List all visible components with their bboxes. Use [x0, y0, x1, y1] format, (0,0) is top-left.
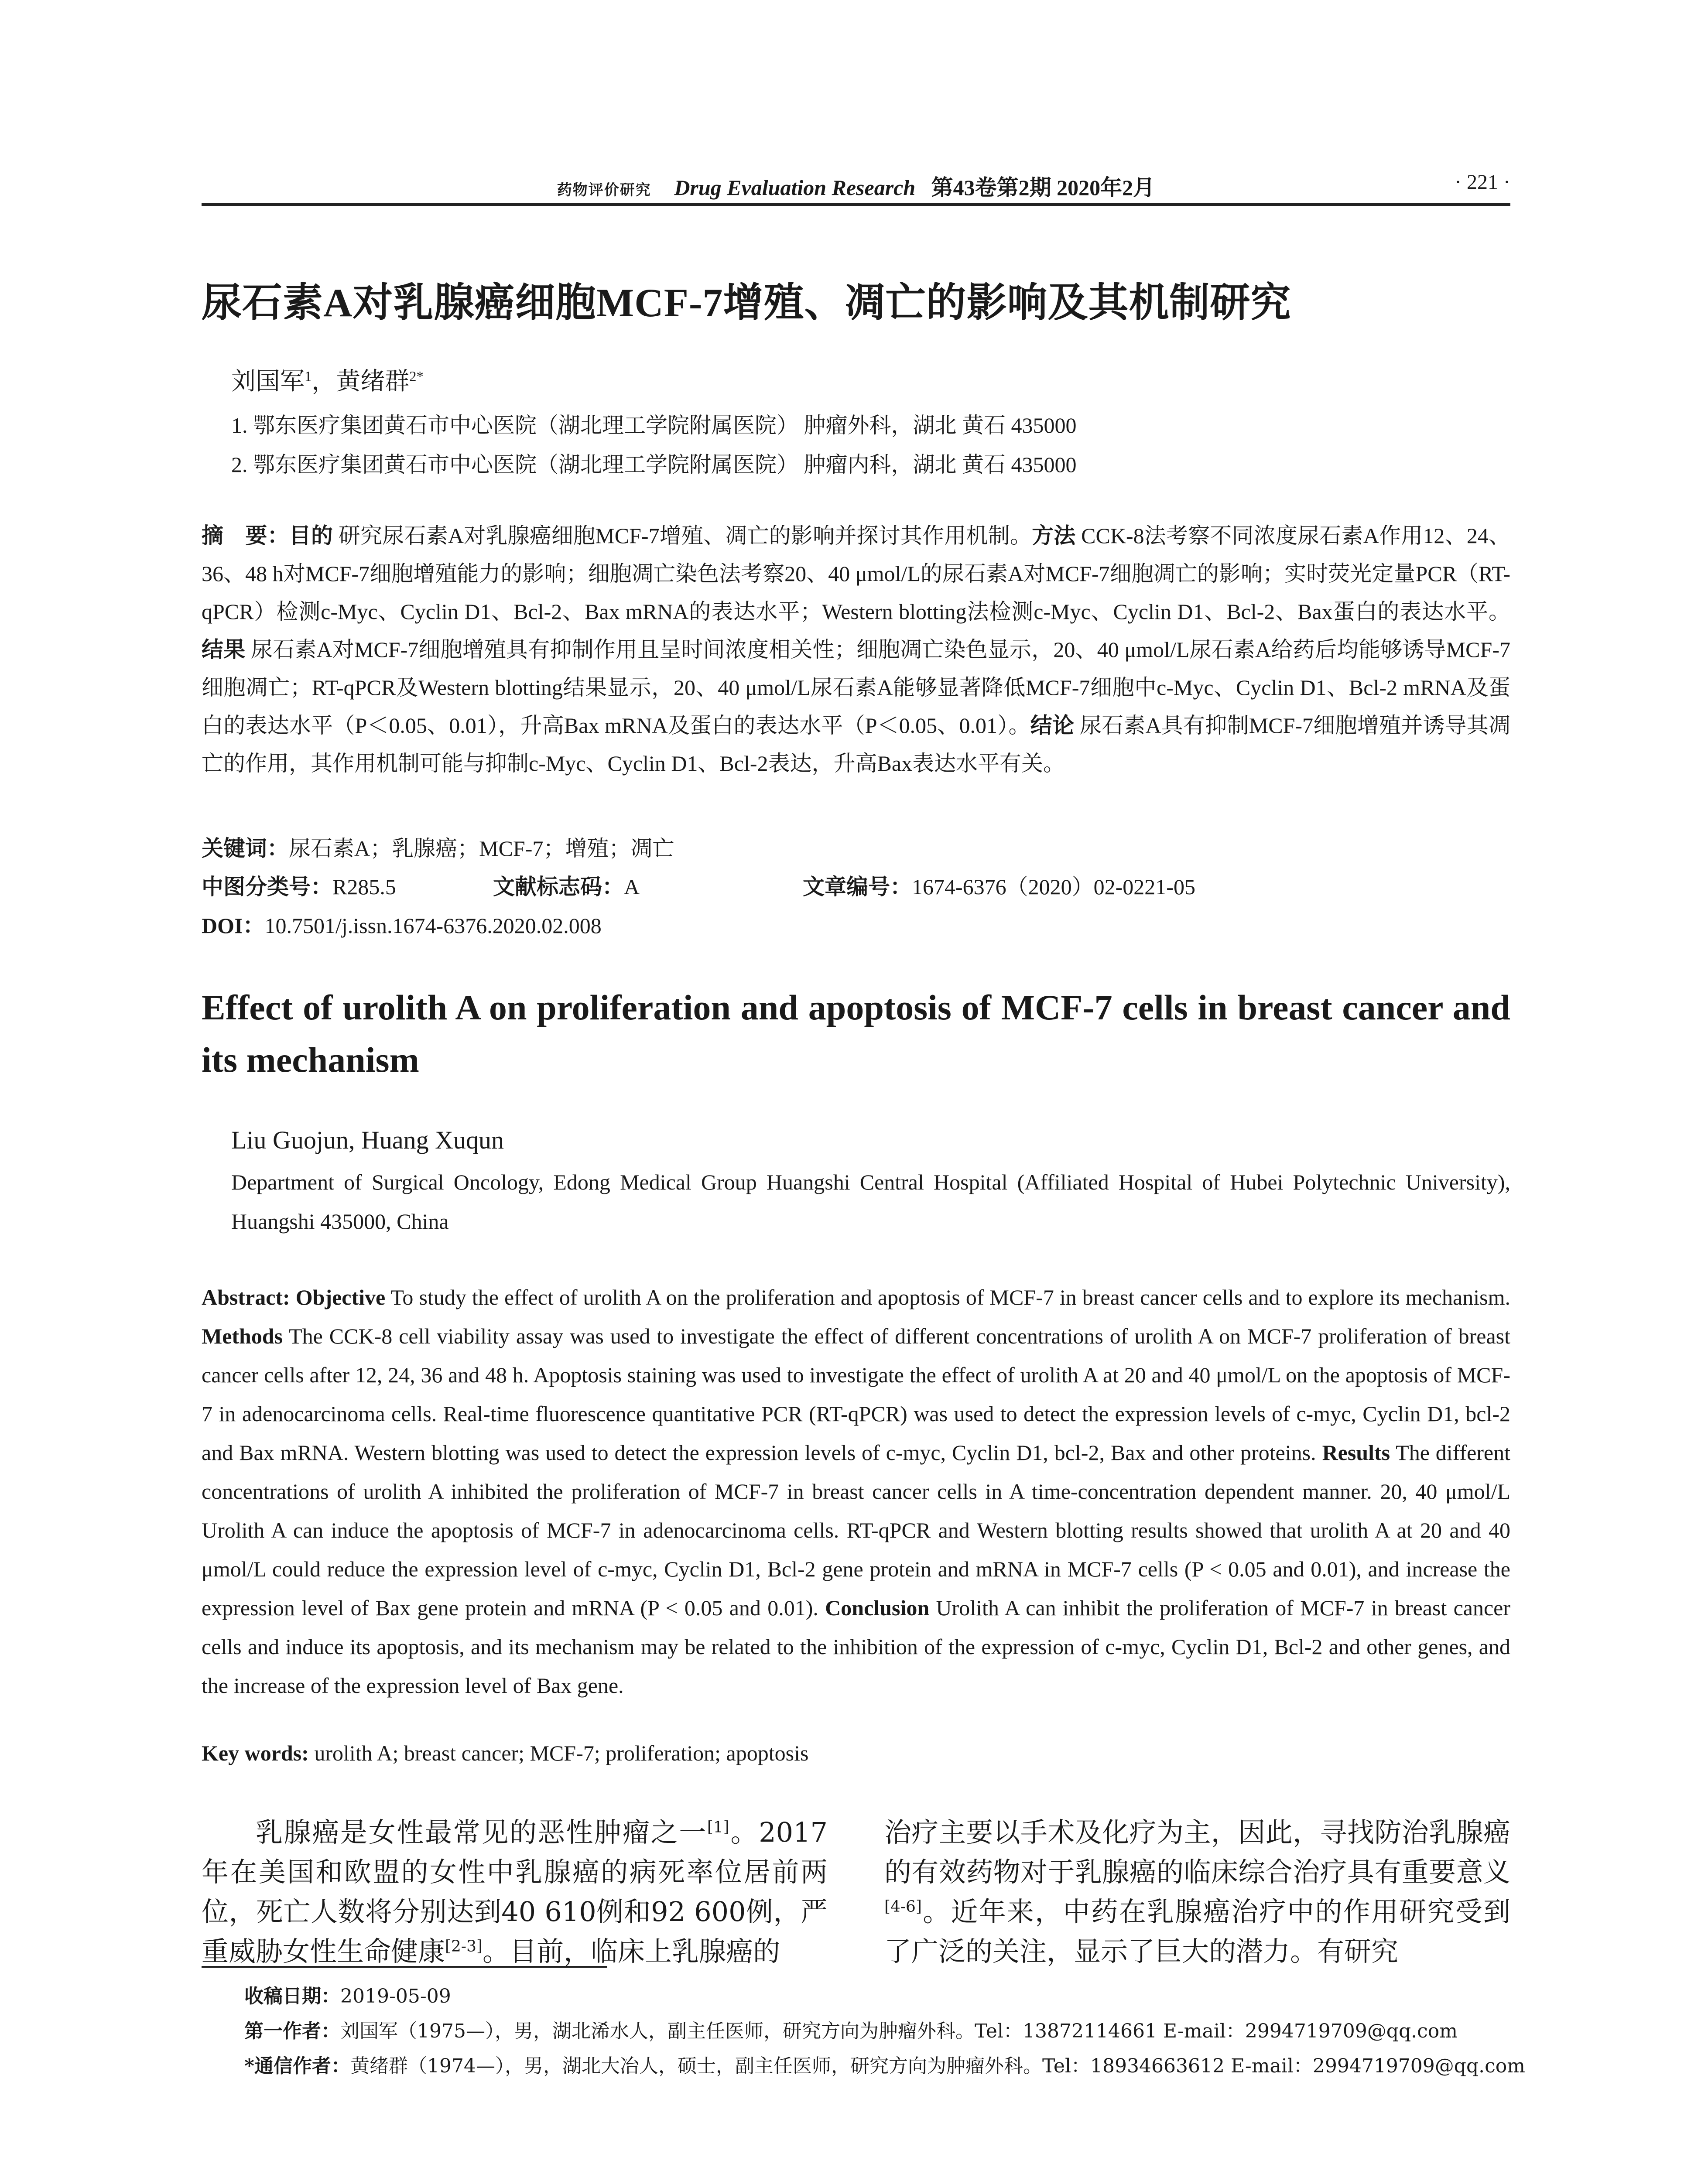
clc-value: R285.5	[332, 875, 396, 899]
doc-code-label: 文献标志码：	[493, 875, 624, 899]
affiliation-marker: 1	[305, 369, 312, 385]
keywords-en-value: urolith A; breast cancer; MCF-7; proliferation; apoptosis	[308, 1741, 809, 1765]
first-author-label: 第一作者：	[244, 2020, 340, 2042]
citation-ref: [4-6]	[884, 1897, 922, 1916]
corresponding-value: 黄绪群（1974—），男，湖北大冶人，硕士，副主任医师，研究方向为肿瘤外科。Tel：18934663612 E-mail：2994719709@qq.com	[350, 2055, 1525, 2077]
affiliation-marker: 2*	[409, 369, 424, 385]
body-column-right	[884, 1812, 1510, 1971]
keywords-en-label: Key words:	[202, 1741, 309, 1765]
doi-row	[202, 908, 602, 940]
journal-logo: 药物评价研究	[557, 181, 651, 199]
doc-code	[493, 869, 640, 901]
authors-en: Liu Guojun, Huang Xuqun	[231, 1126, 504, 1154]
footnote-received	[244, 1980, 451, 2008]
conclusion-en-text: Urolith A can inhibit the proliferation of MCF-7 in breast cancer cells and induce its apoptosis, and its mechanism may be related to the inhibition of the expression of c-myc, Cyclin D1, Bcl-2 and other genes, and the increase of the expression level of Bax gene.	[202, 1596, 1511, 1698]
body-column-left	[202, 1812, 828, 1971]
doi-label: DOI：	[202, 913, 265, 938]
header-divider	[202, 203, 1510, 206]
objective-text: 研究尿石素A对乳腺癌细胞MCF-7增殖、凋亡的影响并探讨其作用机制。	[338, 523, 1032, 548]
article-title-en: Effect of urolith A on proliferation and apoptosis of MCF-7 cells in breast cancer and its mechanism	[202, 988, 1510, 1080]
conclusion-label: 结论	[1030, 713, 1075, 738]
body-text: 治疗主要以手术及化疗为主，因此，寻找防治乳腺癌的有效药物对于乳腺癌的临床综合治疗具有重要意义	[884, 1816, 1510, 1888]
page-number: · 221 ·	[1455, 171, 1510, 194]
results-text: 尿石素A对MCF-7细胞增殖具有抑制作用且呈时间浓度相关性；细胞凋亡染色显示，20、40 μmol/L尿石素A给药后均能够诱导MCF-7细胞凋亡；RT-qPCR及Western blotting结果显示，20、40 μmol/L尿石素A能够显著降低MCF-7细胞中c-Myc、Cyclin D1、Bcl-2 mRNA及蛋白的表达水平（P＜0.05、0.01），升高Bax mRNA及蛋白的表达水平（P＜0.05、0.01）。	[202, 637, 1510, 738]
conclusion-text: 尿石素A具有抑制MCF-7细胞增殖并诱导其凋亡的作用，其作用机制可能与抑制c-Myc、Cyclin D1、Bcl-2表达，升高Bax表达水平有关。	[202, 713, 1511, 776]
body-text: 。2017年在美国和欧盟的女性中乳腺癌的病死率位居前两位，死亡人数将分别达到40 610例和92 600例，严重威胁女性生命健康	[202, 1816, 828, 1967]
methods-en-text: The CCK-8 cell viability assay was used to investigate the effect of different concentrations of urolith A on MCF-7 proliferation of breast cancer cells after 12, 24, 36 and 48 h. Apoptosis staining was used to investigate the effect of urolith A at 20 and 40 μmol/L on the apoptosis of MCF-7 in adenocarcinoma cells. Real-time fluorescence quantitative PCR (RT-qPCR) was used to detect the expression levels of c-myc, Cyclin D1, bcl-2 and Bax mRNA. Western blotting was used to detect the expression levels of c-myc, Cyclin D1, bcl-2, Bax and other proteins.	[202, 1324, 1510, 1465]
abstract-en-label: Abstract:	[202, 1285, 290, 1309]
affiliation-en: Department of Surgical Oncology, Edong Medical Group Huangshi Central Hospital (Affiliated Hospital of Hubei Polytechnic University), Huangshi 435000, China	[231, 1170, 1510, 1234]
clc-label: 中图分类号：	[202, 875, 332, 899]
methods-label: 方法	[1032, 523, 1076, 548]
received-value: 2019-05-09	[340, 1985, 451, 2007]
methods-en-label: Methods	[202, 1324, 283, 1348]
objective-label: 目的	[289, 523, 333, 548]
citation-ref: [2-3]	[445, 1937, 483, 1955]
body-text: 乳腺癌是女性最常见的恶性肿瘤之一	[256, 1816, 707, 1848]
body-text: 。近年来，中药在乳腺癌治疗中的作用研究受到了广泛的关注，显示了巨大的潜力。有研究	[884, 1896, 1510, 1967]
methods-text: CCK-8法考察不同浓度尿石素A作用12、24、36、48 h对MCF-7细胞增殖能力的影响；细胞凋亡染色法考察20、40 μmol/L的尿石素A对MCF-7细胞凋亡的影响；实时荧光定量PCR（RT-qPCR）检测c-Myc、Cyclin D1、Bcl-2、Bax mRNA的表达水平；Western blotting法检测c-Myc、Cyclin D1、Bcl-2、Bax蛋白的表达水平。	[202, 523, 1511, 624]
affiliation-cn-2: 2. 鄂东医疗集团黄石市中心医院（湖北理工学院附属医院） 肿瘤内科，湖北 黄石 435000	[231, 452, 1077, 477]
keywords-label: 关键词：	[202, 836, 289, 861]
abstract-cn	[202, 517, 1510, 783]
author-separator: ，	[311, 368, 336, 395]
journal-name-en: Drug Evaluation Research	[674, 175, 916, 200]
citation-ref: [1]	[707, 1818, 729, 1836]
footnote-divider	[202, 1966, 607, 1968]
abstract-en	[202, 1278, 1510, 1705]
results-en-label: Results	[1322, 1440, 1390, 1465]
author-name: 刘国军	[231, 368, 305, 395]
keywords-cn	[202, 831, 674, 862]
objective-en-text: To study the effect of urolith A on the proliferation and apoptosis of MCF-7 in breast cancer cells and to explore its mechanism.	[385, 1285, 1510, 1309]
classification-row	[202, 869, 396, 901]
doi-value: 10.7501/j.issn.1674-6376.2020.02.008	[264, 913, 602, 938]
article-number-value: 1674-6376（2020）02-0221-05	[912, 875, 1195, 899]
doc-code-value: A	[624, 875, 640, 899]
corresponding-label: *通信作者：	[244, 2055, 351, 2077]
affiliation-cn-1: 1. 鄂东医疗集团黄石市中心医院（湖北理工学院附属医院） 肿瘤外科，湖北 黄石 435000	[231, 413, 1077, 438]
journal-header	[202, 170, 1510, 202]
conclusion-en-label: Conclusion	[825, 1596, 930, 1620]
article-number-label: 文章编号：	[803, 875, 912, 899]
article-number	[803, 869, 1195, 901]
journal-issue: 第43卷第2期 2020年2月	[931, 175, 1155, 200]
running-header	[202, 170, 1510, 201]
article-title-cn: 尿石素A对乳腺癌细胞MCF-7增殖、凋亡的影响及其机制研究	[202, 280, 1291, 325]
results-label: 结果	[202, 637, 246, 662]
footnote-first-author	[244, 2015, 1458, 2043]
keywords-en	[202, 1740, 808, 1766]
first-author-value: 刘国军（1975—），男，湖北浠水人，副主任医师，研究方向为肿瘤外科。Tel：13872114661 E-mail：2994719709@qq.com	[340, 2020, 1458, 2042]
authors-cn	[231, 362, 424, 397]
results-en-text: The different concentrations of urolith A inhibited the proliferation of MCF-7 in breast cancer cells in A time-concentration dependent manner. 20, 40 μmol/L Urolith A can induce the apoptosis of MCF-7 in adenocarcinoma cells. RT-qPCR and Western blotting results showed that urolith A at 20 and 40 μmol/L could reduce the expression level of c-myc, Cyclin D1, Bcl-2 gene protein and mRNA in MCF-7 cells (P < 0.05 and 0.01), and increase the expression level of Bax gene protein and mRNA (P < 0.05 and 0.01).	[202, 1440, 1511, 1620]
keywords-value: 尿石素A；乳腺癌；MCF-7；增殖；凋亡	[289, 836, 674, 861]
footnote-corresponding	[244, 2050, 1525, 2078]
author-name: 黄绪群	[336, 368, 410, 395]
abstract-label: 摘 要：	[202, 523, 289, 548]
received-label: 收稿日期：	[244, 1985, 340, 2007]
body-text: 。目前，临床上乳腺癌的	[482, 1935, 780, 1967]
objective-en-label: Objective	[295, 1285, 386, 1309]
